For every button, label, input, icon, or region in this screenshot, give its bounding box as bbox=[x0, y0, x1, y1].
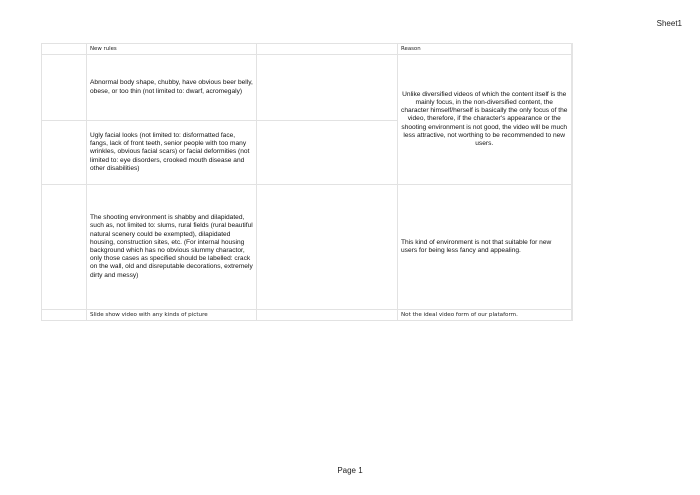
row-index-cell bbox=[42, 121, 87, 185]
blank-cell bbox=[257, 310, 398, 321]
rule-cell: Slide show video with any kinds of picture bbox=[87, 310, 257, 321]
table-header-row bbox=[42, 44, 572, 55]
table-row bbox=[42, 185, 572, 310]
blank-cell bbox=[257, 55, 398, 121]
rule-cell: Abnormal body shape, chubby, have obvious beer belly, obese, or too thin (not limited to: dwarf, acromegaly) bbox=[87, 55, 257, 121]
table-row bbox=[42, 310, 572, 321]
row-index-cell bbox=[42, 185, 87, 310]
reason-cell: Not the ideal video form of our plataform. bbox=[398, 310, 572, 321]
header-cell-reason: Reason bbox=[398, 44, 572, 55]
rules-table bbox=[41, 43, 573, 321]
reason-cell: This kind of environment is not that suitable for new users for being less fancy and appealing. bbox=[398, 185, 572, 310]
header-cell-blank-b bbox=[257, 44, 398, 55]
rule-cell: The shooting environment is shabby and dilapidated, such as, not limited to: slums, rural fields (rural beautiful natural scenery could be exempted), dilapidated housing, construction sites, etc. (For internal housing background which has no obvious slummy charactor, only those cases as specified should be labelled: crack on the wall, old and disreputable decorations, extremely dirty and messy) bbox=[87, 185, 257, 310]
header-cell-new-rules: New rules bbox=[87, 44, 257, 55]
row-index-cell bbox=[42, 55, 87, 121]
blank-cell bbox=[257, 121, 398, 185]
blank-cell bbox=[257, 185, 398, 310]
sheet-name-label: Sheet1 bbox=[656, 19, 682, 28]
rule-cell: Ugly facial looks (not limited to: disformatted face, fangs, lack of front teeth, senior people with too many wrinkles, obvious facial scars) or facial deformities (not limited to: eye disorders, crooked mouth disease and other disabilities) bbox=[87, 121, 257, 185]
table-row bbox=[42, 55, 572, 121]
header-cell-blank-a bbox=[42, 44, 87, 55]
reason-cell-merged: Unlike diversified videos of which the content itself is the mainly focus, in the non-diversified content, the character himself/herself is basically the only focus of the video, therefore, if the character's appearance or the shooting environment is not good, the video will be much less attractive, not worthing to be recommended to new users. bbox=[398, 55, 572, 185]
row-index-cell bbox=[42, 310, 87, 321]
page-number-footer: Page 1 bbox=[337, 466, 363, 475]
